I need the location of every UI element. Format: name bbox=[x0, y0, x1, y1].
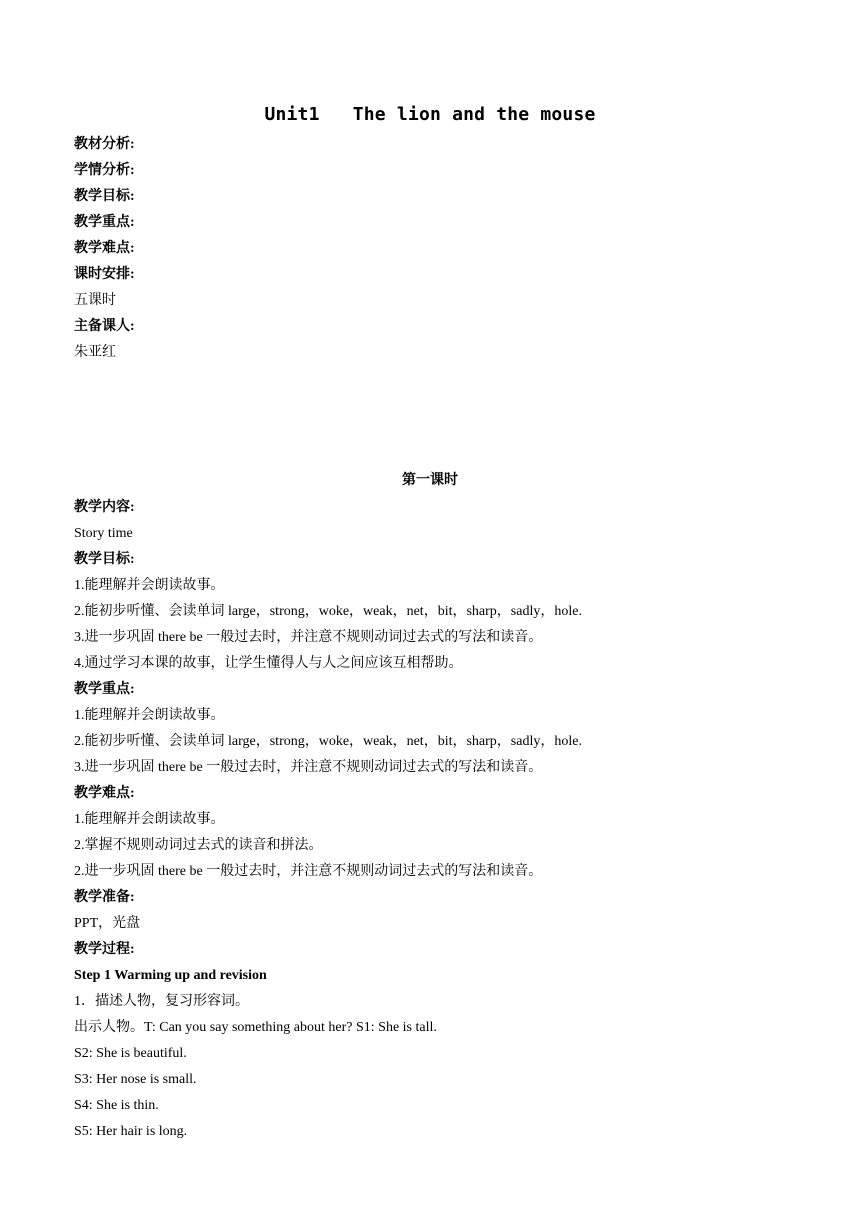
heading-key-points: 教学重点: bbox=[74, 215, 135, 230]
text-line: 2.能初步听懂、会读单词 large，strong，woke，weak，net，bit，sharp，sadly，hole. bbox=[74, 604, 582, 619]
schedule-value: 五课时 bbox=[74, 293, 116, 308]
heading-teaching-goals: 教学目标: bbox=[74, 189, 135, 204]
text-line: 2.进一步巩固 there be 一般过去时，并注意不规则动词过去式的写法和读音。 bbox=[74, 864, 543, 879]
text-line: PPT，光盘 bbox=[74, 916, 141, 931]
heading-key-points-lesson: 教学重点: bbox=[74, 682, 135, 697]
step-heading: Step 1 Warming up and revision bbox=[74, 968, 267, 983]
text-line: 1．描述人物，复习形容词。 bbox=[74, 994, 249, 1009]
heading-lead-teacher: 主备课人: bbox=[74, 319, 135, 334]
text-line: 出示人物。T: Can you say something about her? S1: She is tall. bbox=[74, 1020, 437, 1035]
text-line: 2.掌握不规则动词过去式的读音和拼法。 bbox=[74, 838, 323, 853]
text-line: 1.能理解并会朗读故事。 bbox=[74, 578, 225, 593]
text-line: S4: She is thin. bbox=[74, 1098, 159, 1113]
lead-teacher-value: 朱亚红 bbox=[74, 345, 116, 360]
text-line: 3.进一步巩固 there be 一般过去时，并注意不规则动词过去式的写法和读音。 bbox=[74, 760, 543, 775]
heading-student-analysis: 学情分析: bbox=[74, 163, 135, 178]
heading-teaching-content: 教学内容: bbox=[74, 500, 135, 515]
text-line: 1.能理解并会朗读故事。 bbox=[74, 812, 225, 827]
heading-process: 教学过程: bbox=[74, 942, 135, 957]
heading-teaching-goals-lesson: 教学目标: bbox=[74, 552, 135, 567]
heading-difficult-points: 教学难点: bbox=[74, 241, 135, 256]
heading-difficult-points-lesson: 教学难点: bbox=[74, 786, 135, 801]
heading-preparation: 教学准备: bbox=[74, 890, 135, 905]
text-line: Story time bbox=[74, 526, 133, 541]
text-line: S3: Her nose is small. bbox=[74, 1072, 197, 1087]
text-line: 2.能初步听懂、会读单词 large，strong，woke，weak，net，bit，sharp，sadly，hole. bbox=[74, 734, 582, 749]
text-line: 3.进一步巩固 there be 一般过去时，并注意不规则动词过去式的写法和读音。 bbox=[74, 630, 543, 645]
text-line: S2: She is beautiful. bbox=[74, 1046, 187, 1061]
lesson-title: 第一课时 bbox=[402, 473, 458, 488]
heading-textbook-analysis: 教材分析: bbox=[74, 137, 135, 152]
text-line: S5: Her hair is long. bbox=[74, 1124, 188, 1139]
text-line: 1.能理解并会朗读故事。 bbox=[74, 708, 225, 723]
heading-schedule: 课时安排: bbox=[74, 267, 135, 282]
document-title: Unit1 The lion and the mouse bbox=[264, 104, 596, 125]
text-line: 4.通过学习本课的故事，让学生懂得人与人之间应该互相帮助。 bbox=[74, 656, 463, 671]
